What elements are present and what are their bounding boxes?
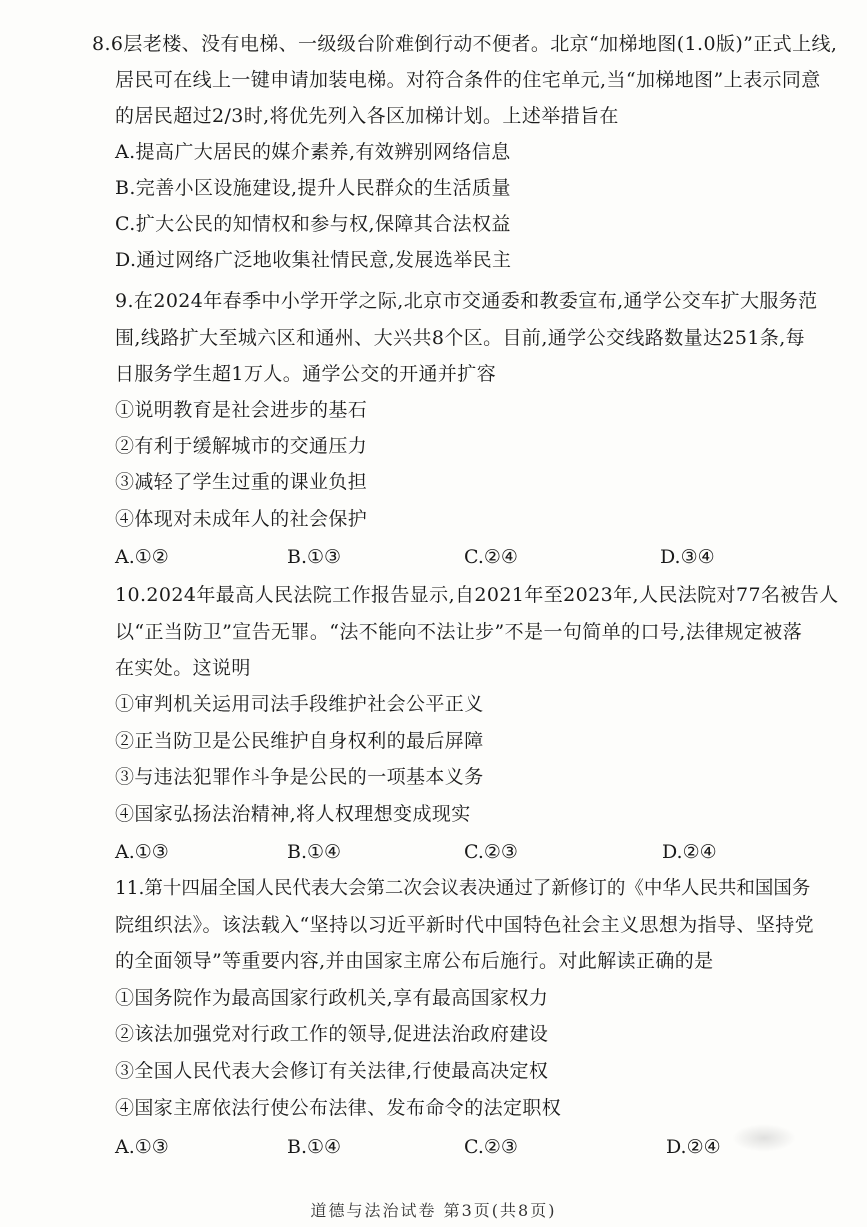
question-11-choice-d: D.②④ bbox=[666, 1136, 721, 1158]
question-8-stem-line: 居民可在线上一键申请加装电梯。对符合条件的住宅单元,当“加梯地图”上表示同意 bbox=[115, 69, 821, 91]
question-10-stem-line: 以“正当防卫”宣告无罪。“法不能向不法让步”不是一句简单的口号,法律规定被落 bbox=[115, 621, 803, 643]
question-8-stem-line: 的居民超过2/3时,将优先列入各区加梯计划。上述举措旨在 bbox=[115, 105, 619, 127]
question-9-item: ③减轻了学生过重的课业负担 bbox=[115, 471, 368, 493]
question-11-item: ③全国人民代表大会修订有关法律,行使最高决定权 bbox=[115, 1060, 549, 1082]
question-10-choice-c: C.②③ bbox=[464, 841, 518, 863]
question-8-option-b: B.完善小区设施建设,提升人民群众的生活质量 bbox=[115, 177, 511, 199]
question-9-stem-line: 9.在2024年春季中小学开学之际,北京市交通委和教委宣布,通学公交车扩大服务范 bbox=[115, 290, 818, 312]
question-10-choice-a: A.①③ bbox=[115, 841, 169, 863]
question-9-stem-line: 日服务学生超1万人。通学公交的开通并扩容 bbox=[115, 363, 497, 385]
question-11-item: ④国家主席依法行使公布法律、发布命令的法定职权 bbox=[115, 1097, 562, 1119]
question-11-stem-line: 的全面领导”等重要内容,并由国家主席公布后施行。对此解读正确的是 bbox=[115, 950, 714, 972]
question-8-option-a: A.提高广大居民的媒介素养,有效辨别网络信息 bbox=[115, 141, 511, 163]
question-11-choice-a: A.①③ bbox=[115, 1136, 169, 1158]
question-9-choice-a: A.①② bbox=[115, 546, 169, 568]
question-10-item: ②正当防卫是公民维护自身权利的最后屏障 bbox=[115, 730, 484, 752]
question-11-item: ①国务院作为最高国家行政机关,享有最高国家权力 bbox=[115, 987, 549, 1009]
watermark-smudge bbox=[732, 1124, 796, 1152]
question-10-item: ④国家弘扬法治精神,将人权理想变成现实 bbox=[115, 803, 471, 825]
question-11-choice-c: C.②③ bbox=[464, 1136, 518, 1158]
question-9-choice-b: B.①③ bbox=[287, 546, 342, 568]
question-10-item: ①审判机关运用司法手段维护社会公平正义 bbox=[115, 693, 484, 715]
question-10-stem-line: 10.2024年最高人民法院工作报告显示,自2021年至2023年,人民法院对77名被告人 bbox=[115, 584, 839, 606]
question-9-item: ①说明教育是社会进步的基石 bbox=[115, 399, 368, 421]
question-9-choice-d: D.③④ bbox=[660, 546, 715, 568]
question-8-stem-line: 8.6层老楼、没有电梯、一级级台阶难倒行动不便者。北京“加梯地图(1.0版)”正式上线, bbox=[92, 33, 838, 55]
question-10-choice-b: B.①④ bbox=[287, 841, 342, 863]
question-11-item: ②该法加强党对行政工作的领导,促进法治政府建设 bbox=[115, 1023, 549, 1045]
question-11-stem-line: 11.第十四届全国人民代表大会第二次会议表决通过了新修订的《中华人民共和国国务 bbox=[115, 878, 811, 899]
question-11-stem-line: 院组织法》。该法载入“坚持以习近平新时代中国特色社会主义思想为指导、坚持党 bbox=[115, 914, 815, 936]
question-8-option-d: D.通过网络广泛地收集社情民意,发展选举民主 bbox=[115, 249, 512, 271]
question-9-item: ④体现对未成年人的社会保护 bbox=[115, 508, 368, 530]
question-9-choice-c: C.②④ bbox=[464, 546, 518, 568]
question-10-item: ③与违法犯罪作斗争是公民的一项基本义务 bbox=[115, 766, 484, 788]
question-11-choice-b: B.①④ bbox=[287, 1136, 342, 1158]
question-9-item: ②有利于缓解城市的交通压力 bbox=[115, 435, 368, 457]
question-9-stem-line: 围,线路扩大至城六区和通州、大兴共8个区。目前,通学公交线路数量达251条,每 bbox=[115, 327, 806, 349]
page-footer: 道德与法治试卷 第3页(共8页) bbox=[310, 1201, 557, 1220]
question-8-option-c: C.扩大公民的知情权和参与权,保障其合法权益 bbox=[115, 213, 511, 235]
question-10-choice-d: D.②④ bbox=[662, 841, 717, 863]
question-10-stem-line: 在实处。这说明 bbox=[115, 657, 251, 679]
